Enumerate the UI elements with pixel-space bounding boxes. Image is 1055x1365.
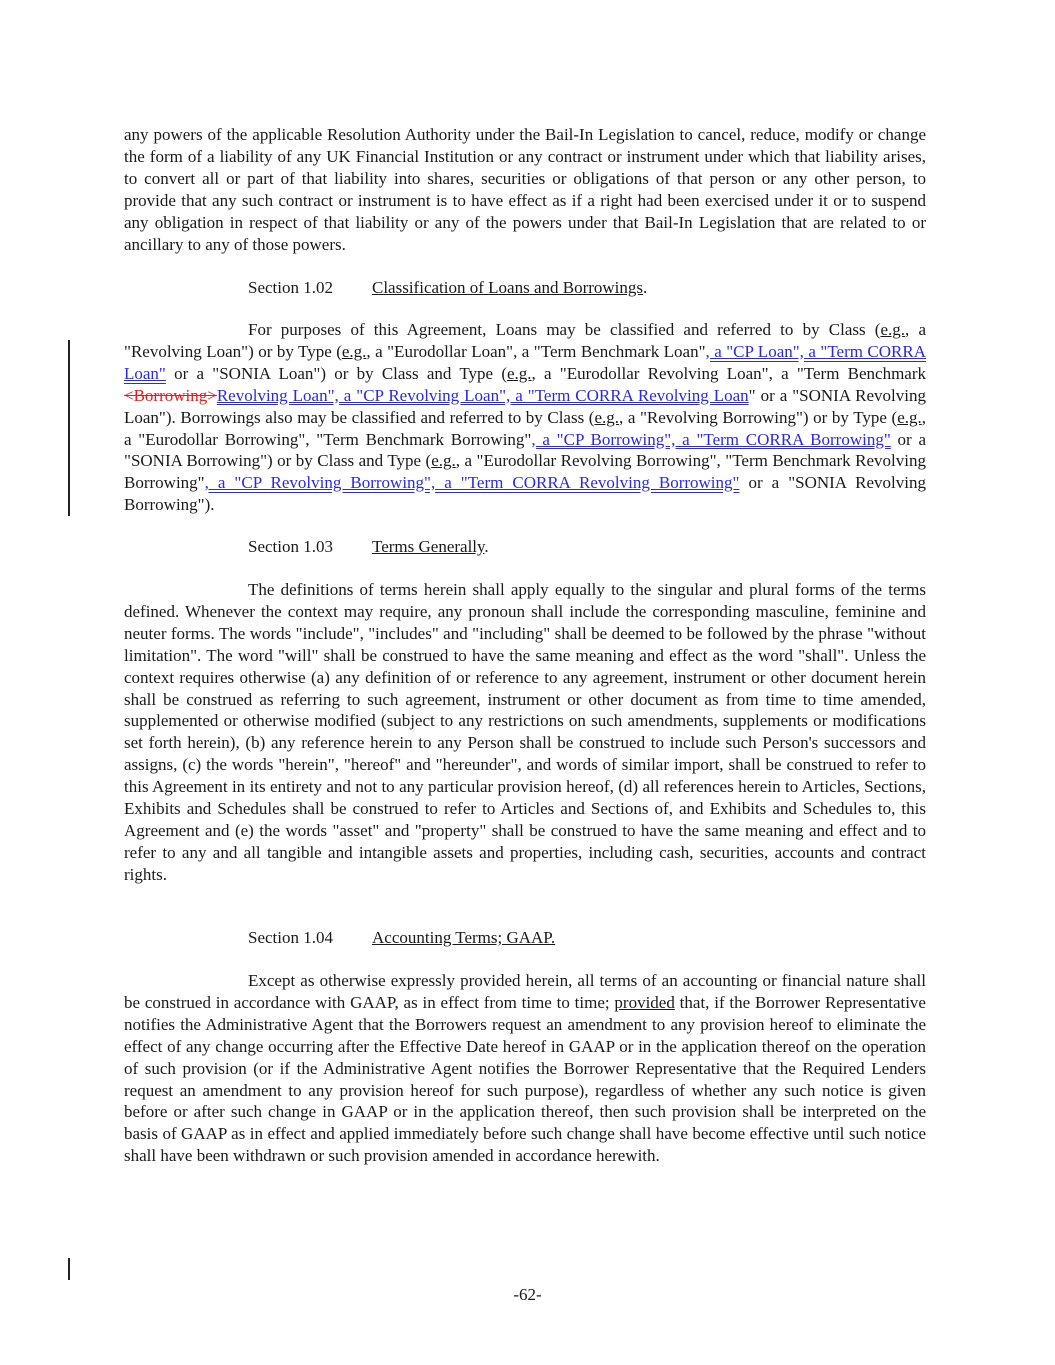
paragraph-classification: For purposes of this Agreement, Loans may be classified and referred to by Class (e.g., a "Revolving Loan") or by Type (e.g., a "Eurodollar Loan", a "Term Benchmark Loan", a "CP Loan", a "Term CORRA Loan" or a "SONIA Loan") or by Class and Type (e.g., a "Eurodollar Revolving Loan", a "Term Benchmark <Borrowing>Revolving Loan", a "CP Revolving Loan", a "Term CORRA Revolving Loan" or a "SONIA Revolving Loan"). Borrowings also may be classified and referred to by Class (e.g., a "Revolving Borrowing") or by Type (e.g., a "Eurodollar Borrowing", "Term Benchmark Borrowing", a "CP Borrowing", a "Term CORRA Borrowing" or a "SONIA Borrowing") or by Class and Type (e.g., a "Eurodollar Revolving Borrowing", "Term Benchmark Revolving Borrowing", a "CP Revolving Borrowing", a "Term CORRA Revolving Borrowing" or a "SONIA Revolving Borrowing"). [124,320,927,515]
inserted-text: , a "CP Loan", a "Term CORRA Loan" [124,341,926,383]
section-heading-1-03: Section 1.03 Terms Generally. [248,537,489,556]
inserted-text: , a "CP Borrowing", a "Term CORRA Borrowing" [531,429,891,449]
section-heading-1-02: Section 1.02 Classification of Loans and Borrowings. [248,278,648,297]
section-title: Terms Generally [372,537,485,556]
inserted-text: Revolving Loan", a "CP Revolving Loan", a "Term CORRA Revolving Loan [216,385,749,405]
paragraph-terms-generally: The definitions of terms herein shall apply equally to the singular and plural forms of the terms defined. Whenever the context may require, any pronoun shall include the corresponding masculine, feminine and neuter forms. The words "include", "includes" and "including" shall be deemed to be followed by the phrase "without limitation". The word "will" shall be construed to have the same meaning and effect as the word "shall". Unless the context requires otherwise (a) any definition of or reference to any agreement, instrument or other document herein shall be construed as referring to such agreement, instrument or other document as from time to time amended, supplemented or otherwise modified (subject to any restrictions on such amendments, supplements or modifications set forth herein), (b) any reference herein to any Person shall be construed to include such Person's successors and assigns, (c) the words "herein", "hereof" and "hereunder", and words of similar import, shall be construed to refer to this Agreement in its entirety and not to any particular provision hereof, (d) all references herein to Articles, Sections, Exhibits and Schedules shall be construed to refer to Articles and Sections of, and Exhibits and Schedules to, this Agreement and (e) the words "asset" and "property" shall be construed to have the same meaning and effect and to refer to any and all tangible and intangible assets and properties, including cash, securities, accounts and contract rights. [124,580,926,884]
revision-change-bar [68,1258,70,1280]
page-number: -62- [513,1285,542,1304]
section-number: Section 1.03 [248,537,333,556]
section-title: Classification of Loans and Borrowings [372,278,644,297]
revision-change-bar [68,340,70,516]
section-number: Section 1.04 [248,928,333,947]
section-title: Accounting Terms; GAAP. [372,928,556,947]
provided-term: provided [614,992,675,1012]
inserted-text: , a "CP Revolving Borrowing", a "Term CORRA Revolving Borrowing" [204,473,740,493]
section-heading-1-04 [248,927,555,949]
paragraph-accounting-terms: Except as otherwise expressly provided herein, all terms of an accounting or financial nature shall be construed in accordance with GAAP, as in effect from time to time; provided that, if the Borrower Representative notifies the Administrative Agent that the Borrowers request an amendment to any provision hereof to eliminate the effect of any change occurring after the Effective Date hereof in GAAP or in the application thereof on the operation of such provision (or if the Administrative Agent notifies the Borrower Representative that the Required Lenders request an amendment to any provision hereof for such purpose), regardless of whether any such notice is given before or after such change in GAAP or in the application thereof, then such provision shall be interpreted on the basis of GAAP as in effect and applied immediately before such change shall have become effective until such notice shall have been withdrawn or such provision amended in accordance herewith. [124,971,926,1166]
section-number: Section 1.02 [248,278,333,297]
paragraph-bail-in-powers: any powers of the applicable Resolution Authority under the Bail-In Legislation to cancel, reduce, modify or change the form of a liability of any UK Financial Institution or any contract or instrument under which that liability arises, to convert all or part of that liability into shares, securities or obligations of that person or any other person, to provide that any such contract or instrument is to have effect as if a right had been exercised under it or to suspend any obligation in respect of that liability or any of the powers under that Bail-In Legislation that are related to or ancillary to any of those powers. [124,125,926,254]
deleted-text: <Borrowing> [124,385,217,405]
